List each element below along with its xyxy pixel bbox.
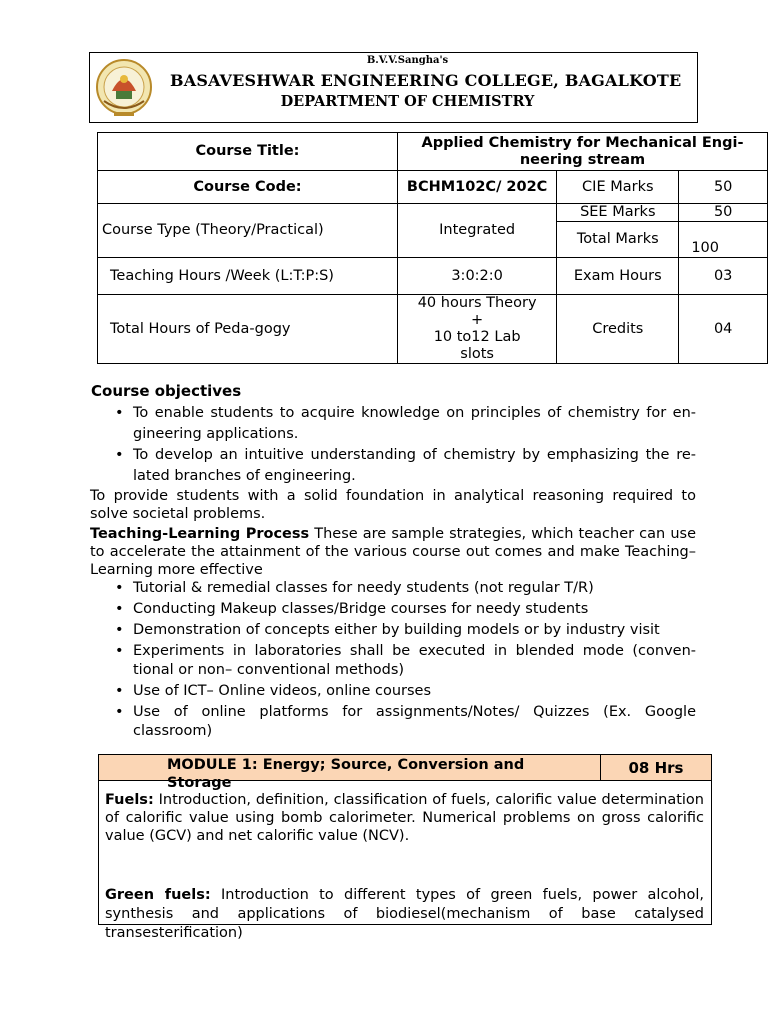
table-row xyxy=(98,295,768,364)
teaching-learning-paragraph xyxy=(90,525,696,579)
sangha-name: B.V.V.Sangha's xyxy=(366,55,449,66)
see-marks-value: 50 xyxy=(679,204,768,222)
fuels-heading: Fuels: xyxy=(105,792,154,808)
course-title-value: Applied Chemistry for Mechanical Engi-neering stream xyxy=(397,133,767,171)
module-1-box xyxy=(98,754,712,941)
objectives-heading: Course objectives xyxy=(91,382,242,400)
list-item: • Use of ICT– Online videos, online courses xyxy=(90,682,696,701)
credits-label: Credits xyxy=(557,295,679,364)
module-hours: 08 Hrs xyxy=(628,759,684,777)
cie-marks-label: CIE Marks xyxy=(557,171,679,204)
objectives-paragraph: To provide students with a solid foundation in analytical reasoning required to solve societal problems. xyxy=(90,488,696,522)
pedagogy-hours-label: Total Hours of Peda-gogy xyxy=(98,295,398,364)
course-info-table xyxy=(97,132,768,364)
cie-marks-value: 50 xyxy=(679,171,768,204)
module-header xyxy=(99,755,711,791)
green-fuels-text: Introduction to different types of green fuels, power alcohol, synthesis and applications of biodiesel(mechanism of base catalysed transesterification) xyxy=(105,887,704,941)
exam-hours-value: 03 xyxy=(679,258,768,295)
list-item: • Demonstration of concepts either by building models or by industry visit xyxy=(90,621,696,640)
total-marks-label: Total Marks xyxy=(557,222,679,258)
pedagogy-line-3: 10 to12 Lab slots xyxy=(433,329,521,362)
teaching-learning-heading: Teaching-Learning Process xyxy=(90,526,310,542)
teaching-learning-intro: These are sample strategies, which teacher can use to accelerate the attainment of the various course out comes and make Teaching–Learning more effective xyxy=(90,526,696,578)
list-item: • To develop an intuitive understanding of chemistry by emphasizing the re-lated branches of engineering. xyxy=(90,445,696,487)
fuels-paragraph xyxy=(105,791,704,845)
teaching-learning-list xyxy=(90,579,696,743)
see-marks-label: SEE Marks xyxy=(557,204,679,222)
course-type-value: Integrated xyxy=(397,204,556,258)
objectives-list xyxy=(90,403,696,487)
module-title: MODULE 1: Energy; Source, Conversion and Storage xyxy=(167,757,525,791)
list-item: • Experiments in laboratories shall be executed in blended mode (conven-tional or non– conventional methods) xyxy=(90,642,696,680)
college-header xyxy=(89,52,698,123)
exam-hours-label: Exam Hours xyxy=(557,258,679,295)
department-name: DEPARTMENT OF CHEMISTRY xyxy=(280,93,535,110)
table-row xyxy=(98,204,768,222)
pedagogy-line-1: 40 hours Theory xyxy=(417,295,537,311)
teaching-hours-value: 3:0:2:0 xyxy=(397,258,556,295)
list-item: • Conducting Makeup classes/Bridge courses for needy students xyxy=(90,600,696,619)
table-row xyxy=(98,133,768,171)
course-title-label: Course Title: xyxy=(98,133,398,171)
course-code-label: Course Code: xyxy=(98,171,398,204)
table-row xyxy=(98,171,768,204)
teaching-hours-label: Teaching Hours /Week (L:T:P:S) xyxy=(98,258,398,295)
course-code-value: BCHM102C/ 202C xyxy=(397,171,556,204)
list-item: • To enable students to acquire knowledge on principles of chemistry for en-gineering applications. xyxy=(90,403,696,445)
list-item: • Use of online platforms for assignments/Notes/ Quizzes (Ex. Google classroom) xyxy=(90,703,696,741)
pedagogy-line-2: + xyxy=(471,312,484,328)
fuels-text: Introduction, definition, classification of fuels, calorific value determination of calorific value using bomb calorimeter. Numerical problems on gross calorific value (GCV) and net calorific value (NCV). xyxy=(105,792,704,844)
list-item: • Tutorial & remedial classes for needy students (not regular T/R) xyxy=(90,579,696,598)
course-type-label: Course Type (Theory/Practical) xyxy=(98,204,398,258)
college-name: BASAVESHWAR ENGINEERING COLLEGE, BAGALKOTE xyxy=(170,71,682,90)
pedagogy-hours-value xyxy=(397,295,556,364)
green-fuels-heading: Green fuels: xyxy=(105,887,211,903)
green-fuels-paragraph xyxy=(105,886,704,943)
table-row xyxy=(98,258,768,295)
credits-value: 04 xyxy=(679,295,768,364)
total-marks-value: 100 xyxy=(679,222,768,258)
